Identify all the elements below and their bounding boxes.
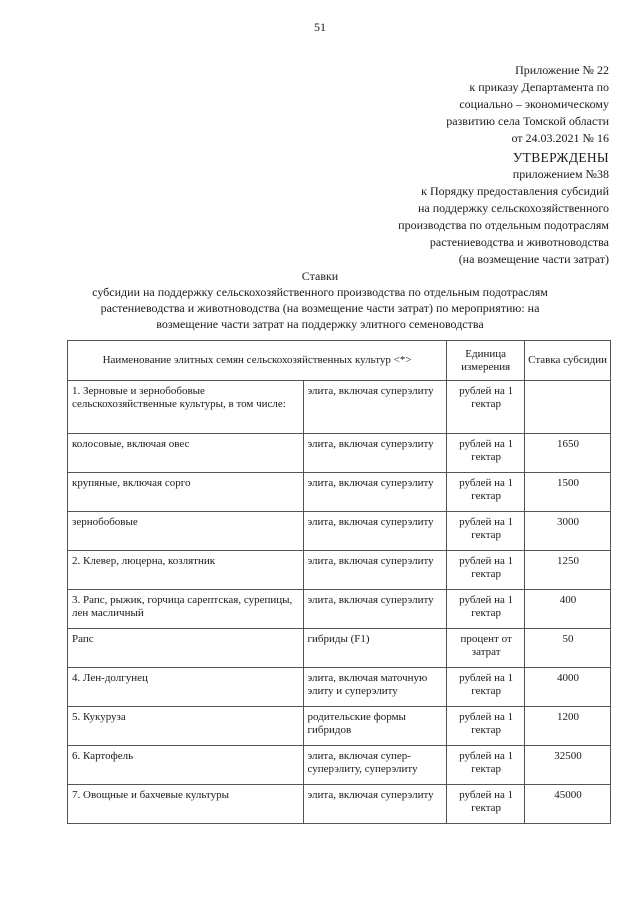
seed-category-cell: элита, включая суперэлиту <box>303 473 447 512</box>
table-row <box>68 590 611 629</box>
approval-line-3: на поддержку сельскохозяйственного <box>417 201 609 215</box>
seed-category-cell: элита, включая суперэлиту <box>303 512 447 551</box>
title-line-1: Ставки <box>301 269 339 283</box>
seed-category-cell: элита, включая суперэлиту <box>303 434 447 473</box>
rate-cell: 50 <box>525 629 611 668</box>
unit-cell: процент от затрат <box>447 629 525 668</box>
unit-cell: рублей на 1 гектар <box>447 746 525 785</box>
crop-name-cell: колосовые, включая овес <box>68 434 304 473</box>
table-row <box>68 668 611 707</box>
rate-cell <box>525 381 611 434</box>
rate-cell: 1500 <box>525 473 611 512</box>
appendix-reference <box>446 62 609 147</box>
crop-name-cell: 5. Кукуруза <box>68 707 304 746</box>
page-number: 51 <box>314 20 326 34</box>
table-row <box>68 381 611 434</box>
crop-name-cell: Рапс <box>68 629 304 668</box>
crop-name-cell: 3. Рапс, рыжик, горчица сарептская, сурепицы, лен масличный <box>68 590 304 629</box>
unit-cell: рублей на 1 гектар <box>447 785 525 824</box>
rate-cell: 1200 <box>525 707 611 746</box>
crop-name-cell: 1. Зерновые и зернобобовые сельскохозяйственные культуры, в том числе: <box>68 381 304 434</box>
seed-category-cell: элита, включая супер-суперэлиту, суперэлиту <box>303 746 447 785</box>
seed-category-cell: родительские формы гибридов <box>303 707 447 746</box>
appendix-line-3: социально – экономическому <box>459 97 609 111</box>
unit-cell: рублей на 1 гектар <box>447 381 525 434</box>
rate-cell: 3000 <box>525 512 611 551</box>
unit-cell: рублей на 1 гектар <box>447 590 525 629</box>
approval-line-2: к Порядку предоставления субсидий <box>421 184 609 198</box>
unit-cell: рублей на 1 гектар <box>447 551 525 590</box>
crop-name-cell: зернобобовые <box>68 512 304 551</box>
subsidy-rates-table <box>67 340 611 824</box>
seed-category-cell: элита, включая маточную элиту и суперэлиту <box>303 668 447 707</box>
table-row <box>68 785 611 824</box>
crop-name-cell: крупяные, включая сорго <box>68 473 304 512</box>
header-crop-name: Наименование элитных семян сельскохозяйственных культур <*> <box>68 341 447 381</box>
table-header-row <box>68 341 611 381</box>
approval-heading: УТВЕРЖДЕНЫ <box>512 150 609 165</box>
appendix-line-2: к приказу Департамента по <box>469 80 609 94</box>
table-row <box>68 629 611 668</box>
header-rate: Ставка субсидии <box>525 341 611 381</box>
table-row <box>68 707 611 746</box>
table-row <box>68 434 611 473</box>
appendix-line-1: Приложение № 22 <box>515 63 609 77</box>
title-line-4: возмещение части затрат на поддержку элитного семеноводства <box>156 317 484 331</box>
rate-cell: 4000 <box>525 668 611 707</box>
title-line-3: растениеводства и животноводства (на возмещение части затрат) по мероприятию: на <box>100 301 540 315</box>
table-row <box>68 551 611 590</box>
approval-line-5: растениеводства и животноводства <box>429 235 609 249</box>
crop-name-cell: 2. Клевер, люцерна, козлятник <box>68 551 304 590</box>
seed-category-cell: элита, включая суперэлиту <box>303 381 447 434</box>
unit-cell: рублей на 1 гектар <box>447 473 525 512</box>
rate-cell: 1650 <box>525 434 611 473</box>
crop-name-cell: 4. Лен-долгунец <box>68 668 304 707</box>
seed-category-cell: элита, включая суперэлиту <box>303 785 447 824</box>
header-unit: Единица измерения <box>447 341 525 381</box>
rate-cell: 32500 <box>525 746 611 785</box>
rate-cell: 1250 <box>525 551 611 590</box>
unit-cell: рублей на 1 гектар <box>447 434 525 473</box>
crop-name-cell: 7. Овощные и бахчевые культуры <box>68 785 304 824</box>
unit-cell: рублей на 1 гектар <box>447 707 525 746</box>
unit-cell: рублей на 1 гектар <box>447 668 525 707</box>
unit-cell: рублей на 1 гектар <box>447 512 525 551</box>
rate-cell: 45000 <box>525 785 611 824</box>
approval-block <box>398 149 609 268</box>
approval-line-6: (на возмещение части затрат) <box>458 252 609 266</box>
rate-cell: 400 <box>525 590 611 629</box>
table-row <box>68 512 611 551</box>
seed-category-cell: гибриды (F1) <box>303 629 447 668</box>
appendix-line-4: развитию села Томской области <box>446 114 609 128</box>
approval-line-1: приложением №38 <box>512 167 609 181</box>
approval-line-4: производства по отдельным подотраслям <box>398 218 609 232</box>
document-title <box>60 268 580 332</box>
seed-category-cell: элита, включая суперэлиту <box>303 551 447 590</box>
crop-name-cell: 6. Картофель <box>68 746 304 785</box>
table-row <box>68 746 611 785</box>
table-row <box>68 473 611 512</box>
title-line-2: субсидии на поддержку сельскохозяйственного производства по отдельным подотраслям <box>92 285 548 299</box>
seed-category-cell: элита, включая суперэлиту <box>303 590 447 629</box>
appendix-line-5: от 24.03.2021 № 16 <box>511 131 609 145</box>
